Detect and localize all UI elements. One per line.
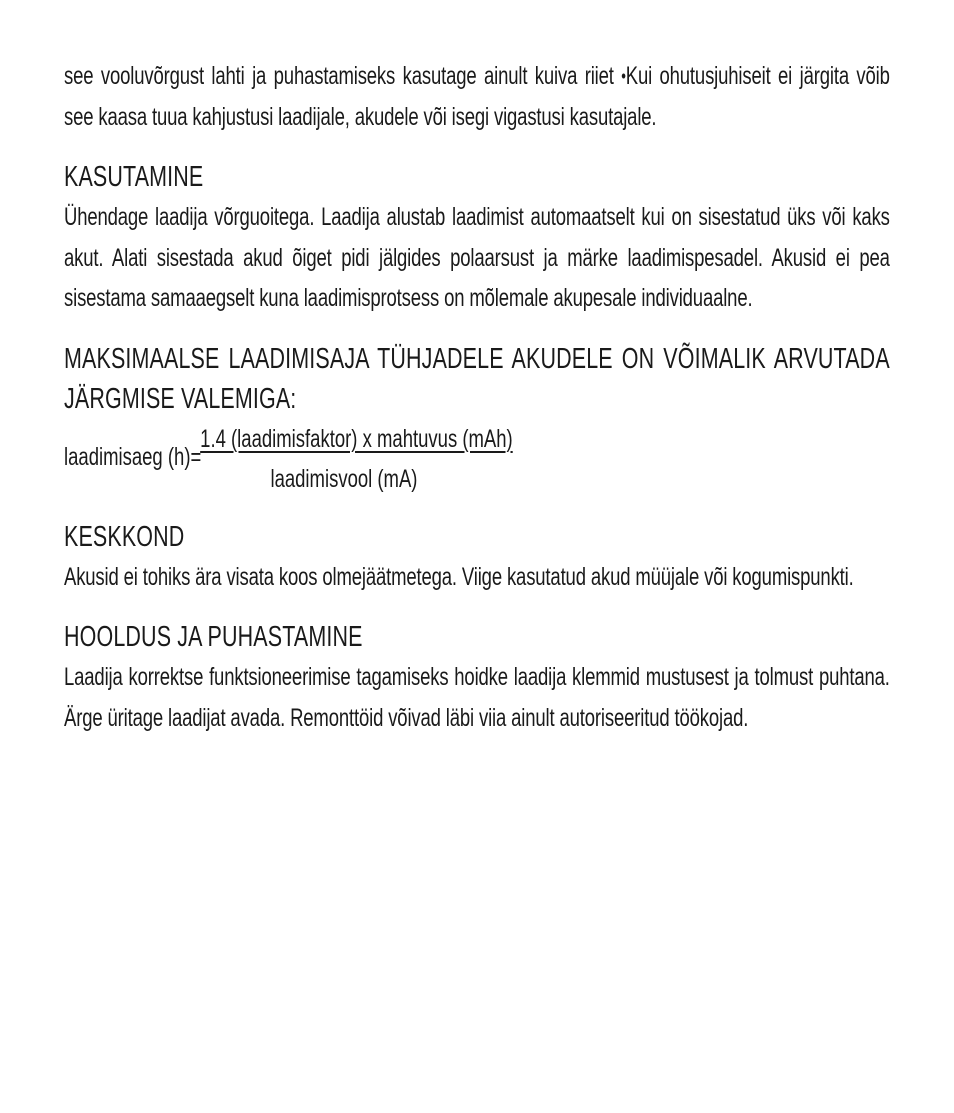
formula-denominator: laadimisvool (mA)	[270, 464, 418, 493]
formula-numerator: 1.4 (laadimisfaktor) x mahtuvus (mAh)	[200, 424, 513, 453]
charging-time-formula	[64, 425, 890, 497]
heading-environment: KESKKOND	[64, 520, 185, 553]
intro-paragraph	[64, 56, 890, 137]
heading-maintenance: HOOLDUS JA PUHASTAMINE	[64, 621, 363, 653]
formula-lhs: laadimisaeg (h)=	[64, 442, 202, 471]
bullet-icon: •	[621, 66, 626, 86]
heading-max-charging-time: MAKSIMAALSE LAADIMISAJA TÜHJADELE AKUDELE ON VÕIMALIK ARVUTADA JÄRGMISE VALEMIGA:	[64, 342, 890, 415]
maintenance-paragraph: Laadija korrektse funktsioneerimise tagamiseks hoidke laadija klemmid mustusest ja tolmust puhtana. Ärge üritage laadijat avada. Remonttöid võivad läbi viia ainult autoriseeritud töökojad.	[64, 663, 890, 732]
manual-page	[64, 56, 890, 738]
intro-text-after-bullet: Kui ohutusjuhiseit ei järgita võib see kaasa tuua kahjustusi laadijale, akudele või isegi vigastusi kasutajale.	[64, 62, 890, 131]
usage-paragraph: Ühendage laadija võrguoitega. Laadija alustab laadimist automaatselt kui on sisestatud üks või kaks akut. Alati sisestada akud õiget pidi jälgides polaarsust ja märke laadimispesadel. Akusid ei pea sisestama samaaegselt kuna laadimisprotsess on mõlemale akupesale individuaalne.	[64, 203, 890, 312]
environment-paragraph: Akusid ei tohiks ära visata koos olmejäätmetega. Viige kasutatud akud müüjale või kogumispunkti.	[64, 562, 854, 591]
manual-content	[64, 56, 890, 738]
intro-text-before-bullet: see vooluvõrgust lahti ja puhastamiseks kasutage ainult kuiva riiet	[64, 62, 614, 90]
heading-usage: KASUTAMINE	[64, 161, 204, 193]
